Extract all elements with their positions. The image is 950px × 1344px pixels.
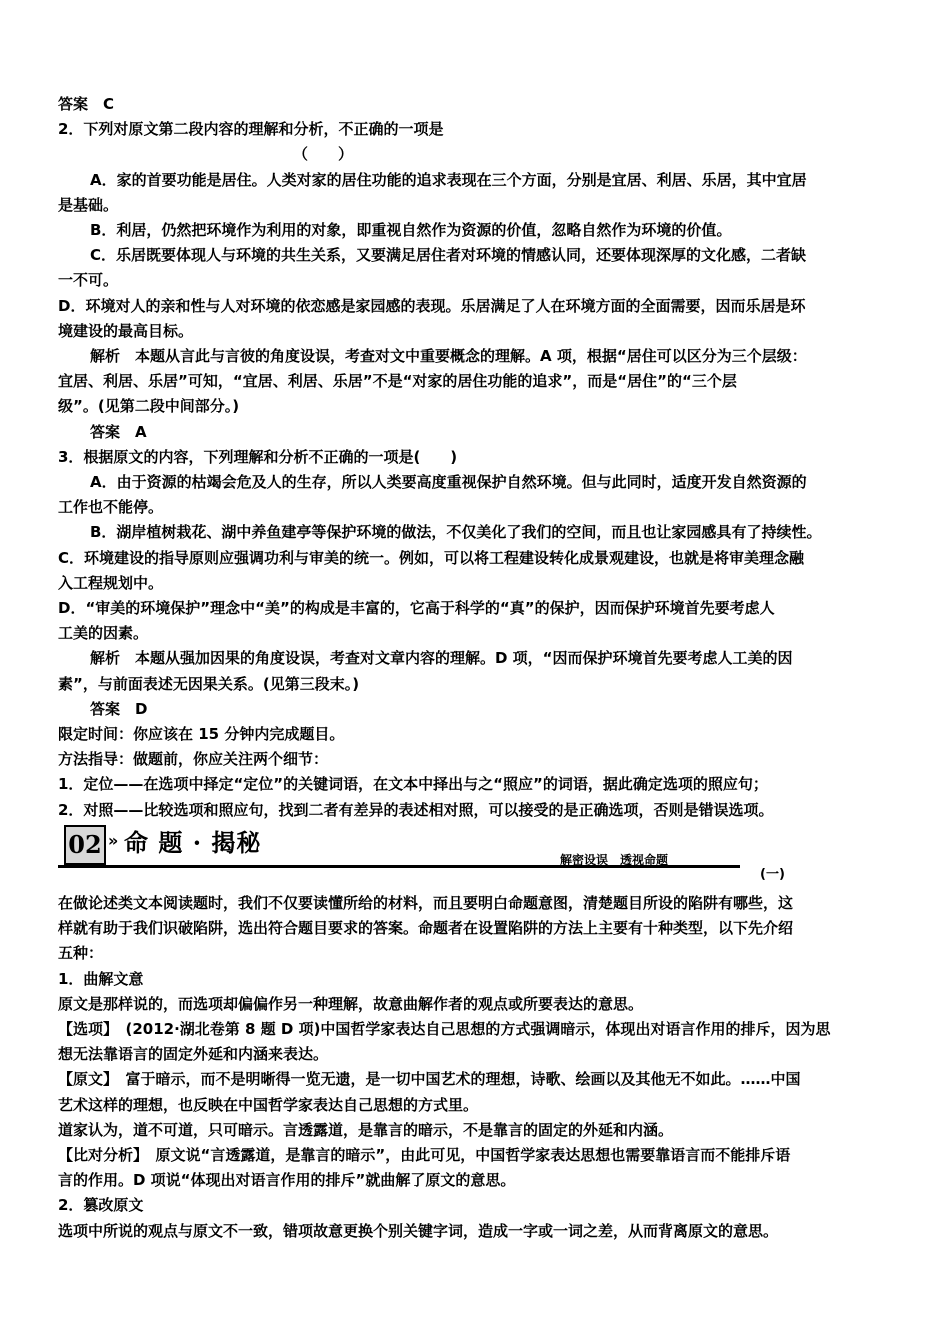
heading-2-desc: 选项中所说的观点与原文不一致，错项故意更换个别关键字词，造成一字或一词之差，从而背离原文的意思。 [58,1221,779,1240]
comparison-line-1: 【比对分析】 原文说“言透露道，是靠言的暗示”，由此可见，中国哲学家表达思想也需要靠语言而不能排斥语 [58,1145,791,1164]
section-number-badge: 02 [64,825,106,865]
section-title: 命 题 · 揭秘 [124,827,262,857]
method-guide: 方法指导：做题前，你应关注两个细节： [58,750,329,769]
intro-line-2: 样就有助于我们识破陷阱，选出符合题目要求的答案。命题者在设置陷阱的方法上主要有十种类型，以下先介绍 [58,919,794,938]
document-page [58,92,894,1244]
answer-blank: （ ） [293,145,354,164]
answer-line: 答案 A [90,422,147,441]
option-b: B．湖岸植树栽花、湖中养鱼建亭等保护环境的做法，不仅美化了我们的空间，而且也让家园感具有了持续性。 [90,523,822,542]
option-a-line-1: A．家的首要功能是居住。人类对家的居住功能的追求表现在三个方面，分别是宜居、利居、乐居，其中宜居 [90,170,807,189]
double-chevron-icon: » [108,830,119,850]
analysis-line-2: 宜居、利居、乐居”可知，“宜居、利居、乐居”不是“对家的居住功能的追求”，而是“居住”的“三个层 [58,372,737,391]
analysis-line-1: 解析 本题从强加因果的角度设误，考查对文章内容的理解。D 项，“因而保护环境首先要考虑人工美的因 [90,649,793,668]
analysis-line-2: 素”，与前面表述无因果关系。(见第三段末。) [58,674,360,693]
heading-2: 2．篡改原文 [58,1196,144,1215]
option-c-line-2: 入工程规划中。 [58,573,164,592]
analysis-line-3: 级”。(见第二段中间部分。) [58,397,240,416]
option-a-line-2: 是基础。 [58,195,119,214]
step-2: 2．对照——比较选项和照应句，找到二者有差异的表述相对照，可以接受的是正确选项，否则是错误选项。 [58,800,774,819]
intro-line-3: 五种： [58,944,104,963]
option-c-line-2: 一不可。 [58,271,119,290]
option-d-line-2: 工美的因素。 [58,624,149,643]
section-subtitle: 解密设误 透视命题 [560,852,669,867]
time-limit: 限定时间：你应该在 15 分钟内完成题目。 [58,725,345,744]
option-example-line-1: 【选项】 (2012·湖北卷第 8 题 D 项)中国哲学家表达自己思想的方式强调暗示，体现出对语言作用的排斥，因为思 [58,1019,831,1038]
question-3: 3．根据原文的内容，下列理解和分析不正确的一项是( ) [58,447,458,466]
original-text-line-1: 【原文】 富于暗示，而不是明晰得一览无遗，是一切中国艺术的理想，诗歌、绘画以及其他无不如此。……中国 [58,1070,801,1089]
section-banner [58,825,894,882]
option-a-line-2: 工作也不能停。 [58,498,164,517]
option-d-line-1: D．环境对人的亲和性与人对环境的依恋感是家园感的表现。乐居满足了人在环境方面的全面需要，因而乐居是环 [58,296,806,315]
heading-1: 1．曲解文意 [58,969,144,988]
heading-1-desc: 原文是那样说的，而选项却偏偏作另一种理解，故意曲解作者的观点或所要表达的意思。 [58,994,644,1013]
original-text-line-2: 艺术这样的理想，也反映在中国哲学家表达自己思想的方式里。 [58,1095,479,1114]
answer-line: 答案 C [58,95,115,113]
option-d-line-2: 境建设的最高目标。 [58,321,194,340]
banner-rule [58,865,740,868]
answer-line: 答案 D [90,699,148,718]
option-d-line-1: D．“审美的环境保护”理念中“美”的构成是丰富的，它高于科学的“真”的保护，因而保护环境首先要考虑人 [58,599,775,618]
intro-line-1: 在做论述类文本阅读题时，我们不仅要读懂所给的材料，而且要明白命题意图，清楚题目所设的陷阱有哪些，这 [58,893,794,912]
option-c-line-1: C．乐居既要体现人与环境的共生关系，又要满足居住者对环境的情感认同，还要体现深厚的文化感，二者缺 [90,246,807,265]
subsection-number: (一) [760,866,785,882]
option-example-line-2: 想无法靠语言的固定外延和内涵来表达。 [58,1045,329,1064]
analysis-line-1: 解析 本题从言此与言彼的角度设误，考查对文中重要概念的理解。A 项，根据“居住可以区分为三个层级： [90,347,807,366]
comparison-line-2: 言的作用。D 项说“体现出对语言作用的排斥”就曲解了原文的意思。 [58,1171,516,1190]
option-b: B．利居，仍然把环境作为利用的对象，即重视自然作为资源的价值，忽略自然作为环境的价值。 [90,221,732,240]
question-2: 2．下列对原文第二段内容的理解和分析，不正确的一项是 [58,120,444,139]
option-a-line-1: A．由于资源的枯竭会危及人的生存，所以人类要高度重视保护自然环境。但与此同时，适度开发自然资源的 [90,473,807,492]
original-text-line-3: 道家认为，道不可道，只可暗示。言透露道，是靠言的暗示，不是靠言的固定的外延和内涵。 [58,1120,674,1139]
step-1: 1．定位——在选项中择定“定位”的关键词语，在文本中择出与之“照应”的词语，据此确定选项的照应句； [58,775,768,794]
option-c-line-1: C．环境建设的指导原则应强调功利与审美的统一。例如，可以将工程建设转化成景观建设，也就是将审美理念融 [58,548,805,567]
